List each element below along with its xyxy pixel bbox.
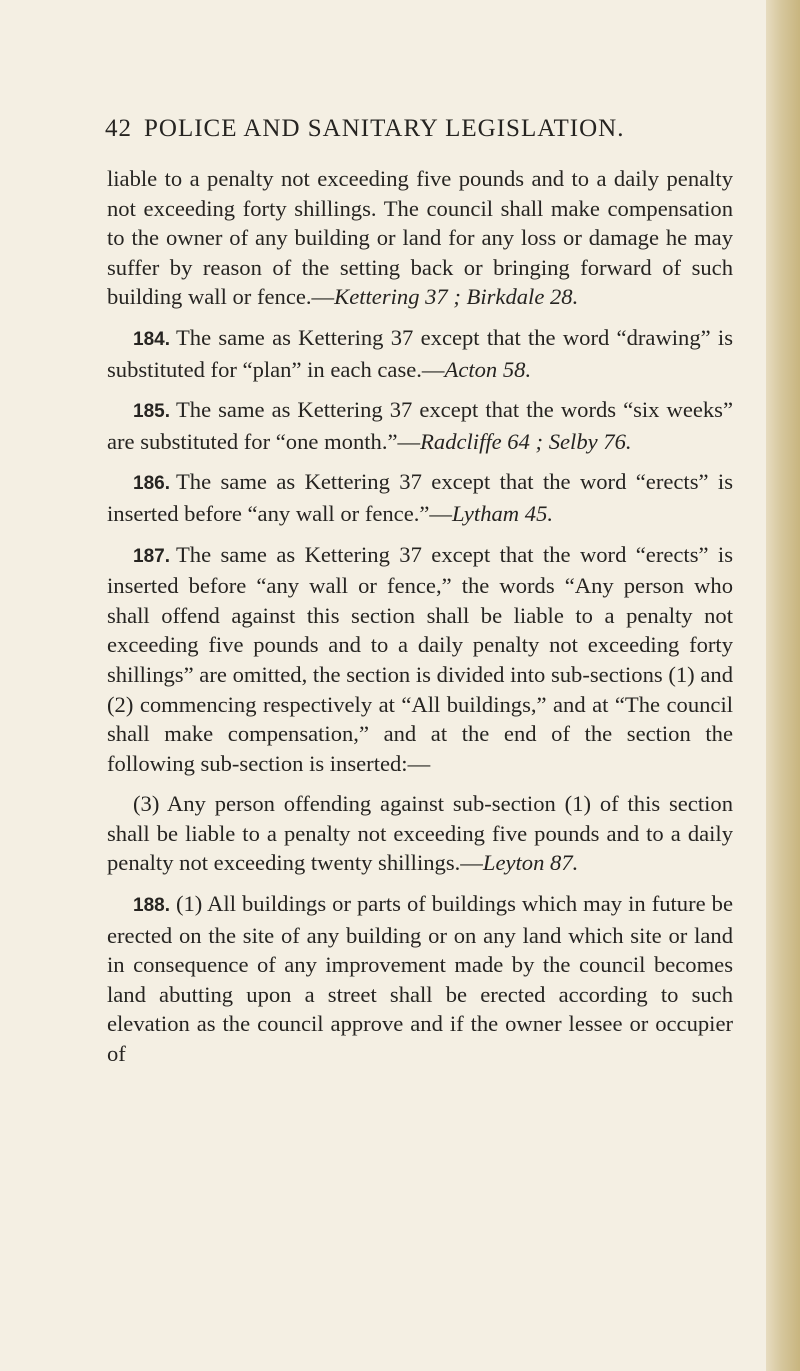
section-number: 185. [133,401,170,423]
paragraph-text: The same as Kettering 37 except that the words “six weeks” are substituted for “one month.”— [107,397,733,454]
source-reference: Leyton 87. [482,850,579,876]
section-number: 186. [133,473,170,495]
paragraph-text: liable to a penalty not exceeding five pounds and to a daily penalty not exceeding forty shillings. The council shall make compensation to the owner of any building or land for any loss or damage he may suffer by reason of the setting back or bringing forward of such building wall or fence.— [107,166,733,310]
section-185 [107,395,733,456]
sub-section-3 [107,789,733,878]
source-reference: Kettering 37 ; Birkdale 28. [334,284,579,310]
source-reference: Lytham 45. [452,500,554,526]
paragraph-text: The same as Kettering 37 except that the word “erects” is inserted before “any wall or fence.”— [107,469,733,526]
page-edge [766,0,800,1371]
body-text [107,164,733,1080]
paragraph-text: The same as Kettering 37 except that the word “erects” is inserted before “any wall or fence,” the words “Any person who shall offend against this section shall be liable to a penalty not exceeding five pounds and to a daily penalty not exceeding forty shillings” are omitted, the section is divided into sub-sections (1) and (2) commencing respectively at “All buildings,” and at “The council shall make compensation,” and at the end of the section the following sub-section is inserted:— [107,541,733,776]
running-head [105,115,745,143]
section-187 [107,540,733,779]
section-number: 188. [133,895,170,917]
source-reference: Acton 58. [444,356,532,382]
page-number: 42 [105,115,132,142]
section-186 [107,467,733,528]
paragraph-continuation [107,164,733,312]
running-title: POLICE AND SANITARY LEGISLATION. [144,115,625,142]
section-number: 184. [133,328,170,350]
paragraph-text: (1) All buildings or parts of buildings which may in future be erected on the site of any building or on any land which site or land in consequence of any improvement made by the council becomes land abutting upon a street shall be erected according to such elevation as the council approve and if the owner lessee or occupier of [107,891,733,1067]
section-number: 187. [133,545,170,567]
paragraph-text: (3) Any person offending against sub-section (1) of this section shall be liable to a penalty not exceeding five pounds and to a daily penalty not exceeding twenty shillings.— [107,791,733,876]
section-184 [107,323,733,384]
section-188 [107,889,733,1069]
source-reference: Radcliffe 64 ; Selby 76. [420,428,632,454]
paragraph-text: The same as Kettering 37 except that the word “drawing” is substituted for “plan” in each case.— [107,324,733,382]
